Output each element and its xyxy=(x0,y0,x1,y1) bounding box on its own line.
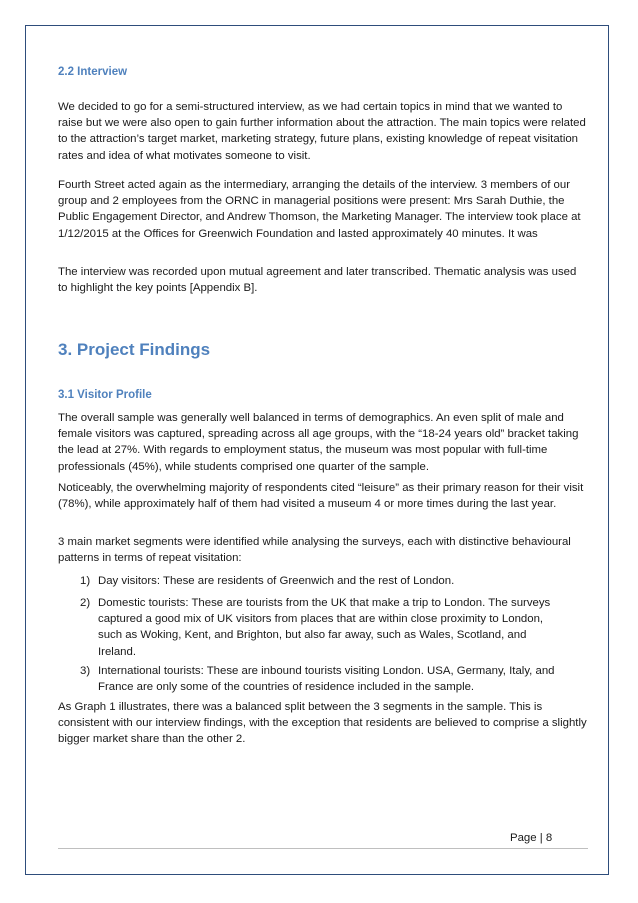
list-item xyxy=(80,663,560,695)
footer-divider xyxy=(58,848,588,849)
section-2-2-heading: 2.2 Interview xyxy=(58,66,128,78)
visitor-profile-paragraph-1: The overall sample was generally well balanced in terms of demographics. An even split of male and female visitors was captured, spreading across all age groups, with the “18-24 years old” bracket taking the lead at 27%. With regards to employment status, the museum was most popular with full-time professionals (45%), while students comprised one quarter of the sample. xyxy=(58,412,579,473)
list-item-number: 3) xyxy=(80,665,91,677)
list-item-number: 2) xyxy=(80,597,91,609)
interview-paragraph-1: We decided to go for a semi-structured interview, as we had certain topics in mind that we wanted to raise but we were also open to gain further information about the attraction. The main topics were related to the attraction’s target market, marketing strategy, future plans, existing knowledge of repeat visitation rates and idea of what motivates someone to visit. xyxy=(58,101,586,162)
list-item xyxy=(80,573,560,589)
interview-paragraph-2: Fourth Street acted again as the intermediary, arranging the details of the interview. 3 members of our group and 2 employees from the ORNC in managerial positions were present: Mrs Sarah Duthie, the Public Engagement Director, and Andrew Thomson, the Marketing Manager. The interview took place at 1/12/2015 at the Offices for Greenwich Foundation and lasted approximately 40 minutes. It was xyxy=(58,179,581,240)
page-number: Page | 8 xyxy=(510,832,553,844)
interview-paragraph-3: The interview was recorded upon mutual agreement and later transcribed. Thematic analysis was used to highlight the key points [Appendix B]. xyxy=(58,266,577,295)
visitor-profile-paragraph-2: Noticeably, the overwhelming majority of respondents cited “leisure” as their primary reason for their visit (78%), while approximately half of them had visited a museum 4 or more times during the last year. xyxy=(58,482,584,511)
list-item xyxy=(80,595,560,660)
closing-paragraph: As Graph 1 illustrates, there was a balanced split between the 3 segments in the sample. This is consistent with our interview findings, with the exception that residents are believed to comprise a slightly bigger market share than the other 2. xyxy=(58,701,587,746)
list-item-number: 1) xyxy=(80,575,91,587)
list-item-text: International tourists: These are inbound tourists visiting London. USA, Germany, Italy, and France are only some of the countries of residence included in the sample. xyxy=(98,665,555,694)
list-item-text: Domestic tourists: These are tourists from the UK that make a trip to London. The surveys captured a good mix of UK visitors from places that are within close proximity to London, such as Woking, Kent, and Brighton, but also far away, such as Wales, Scotland, and Ireland. xyxy=(98,597,551,658)
section-3-1-heading: 3.1 Visitor Profile xyxy=(58,389,152,401)
visitor-profile-paragraph-3: 3 main market segments were identified while analysing the surveys, each with distinctive behavioural patterns in terms of repeat visitation: xyxy=(58,536,571,565)
list-item-text: Day visitors: These are residents of Greenwich and the rest of London. xyxy=(98,575,455,587)
section-3-heading: 3. Project Findings xyxy=(58,340,211,359)
